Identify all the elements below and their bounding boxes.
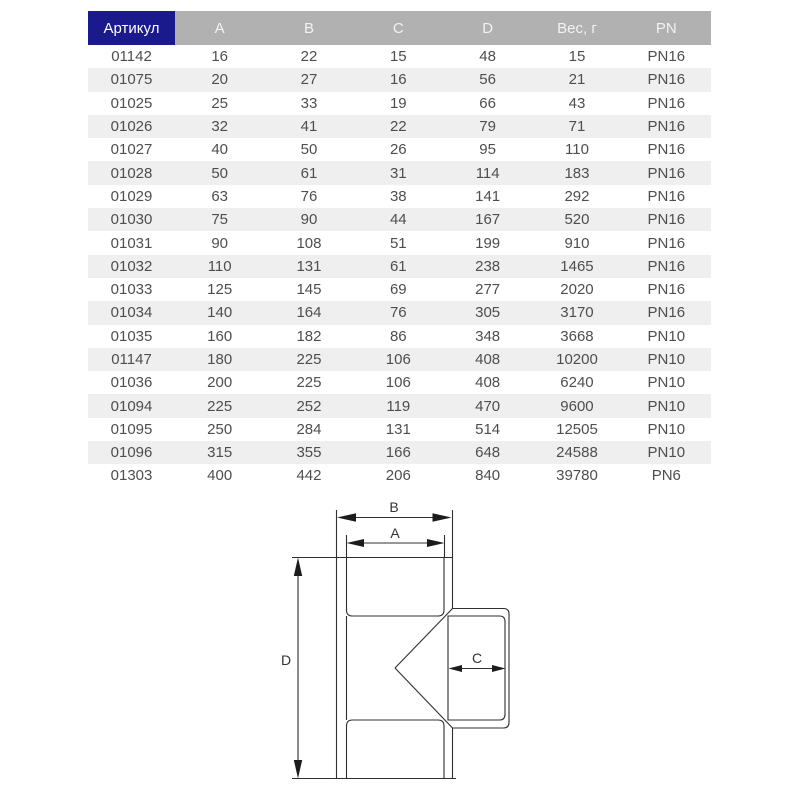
value-cell: 164	[296, 304, 322, 322]
spec-table	[88, 11, 711, 488]
value-cell: PN6	[651, 467, 681, 485]
value-cell: 199	[475, 234, 501, 252]
value-cell: 125	[207, 281, 233, 299]
value-cell: 12505	[556, 420, 598, 438]
value-cell: 27	[300, 71, 318, 89]
value-cell: 315	[207, 444, 233, 462]
value-cell: 50	[211, 164, 228, 182]
value-cell: 225	[296, 351, 322, 368]
table-row	[88, 325, 711, 348]
value-cell: PN16	[647, 71, 686, 89]
value-cell: PN10	[647, 420, 686, 438]
arrowhead-left-icon	[337, 513, 356, 522]
table-row	[88, 115, 711, 138]
arrowhead-up-icon	[294, 558, 302, 577]
article-cell: 01031	[110, 234, 153, 252]
article-cell: 01027	[110, 141, 153, 159]
table-row	[88, 161, 711, 184]
value-cell: PN16	[647, 48, 686, 66]
value-cell: PN16	[647, 141, 686, 159]
value-cell: 145	[296, 281, 322, 299]
dimension-a-label: A	[390, 525, 400, 541]
fitting-outline	[292, 510, 509, 779]
value-cell: 75	[211, 211, 228, 229]
dimension-a	[347, 525, 445, 547]
table-row	[88, 301, 711, 324]
article-cell: 01032	[110, 257, 153, 275]
value-cell: 61	[300, 164, 318, 182]
value-cell: 140	[207, 304, 233, 322]
article-cell: 01033	[110, 281, 153, 299]
article-cell: 01303	[110, 467, 153, 485]
value-cell: PN10	[647, 351, 686, 368]
value-cell: 20	[211, 71, 228, 89]
value-cell: 15	[389, 48, 407, 66]
header-row	[88, 11, 711, 45]
value-cell: 26	[389, 141, 407, 159]
arrowhead-left-icon	[347, 539, 365, 547]
value-cell: 1465	[560, 257, 594, 275]
value-cell: 40	[211, 141, 228, 159]
dimension-d-label: D	[280, 652, 292, 668]
dimension-d	[281, 558, 302, 779]
article-cell: 01035	[110, 327, 153, 345]
table-body	[88, 45, 711, 488]
value-cell: 108	[296, 234, 322, 252]
value-cell: 16	[389, 71, 407, 89]
value-cell: 284	[296, 420, 322, 438]
value-cell: 39780	[556, 467, 598, 485]
value-cell: PN10	[647, 444, 686, 462]
table-row	[88, 394, 711, 417]
value-cell: 183	[564, 164, 590, 182]
value-cell: 182	[296, 327, 322, 345]
col-header-b: B	[264, 11, 353, 45]
value-cell: 48	[479, 48, 496, 66]
value-cell: PN16	[647, 118, 686, 136]
value-cell: 66	[479, 94, 496, 112]
value-cell: 250	[207, 420, 233, 438]
value-cell: 16	[211, 48, 228, 66]
value-cell: 31	[389, 164, 407, 182]
value-cell: 141	[475, 187, 501, 205]
value-cell: PN16	[647, 187, 686, 205]
table-row	[88, 441, 711, 464]
value-cell: 21	[568, 71, 586, 89]
value-cell: 131	[385, 420, 411, 438]
article-cell: 01025	[110, 94, 153, 112]
value-cell: 160	[207, 327, 233, 345]
value-cell: 90	[211, 234, 228, 252]
value-cell: 180	[207, 351, 233, 368]
value-cell: 22	[389, 118, 407, 136]
value-cell: 63	[211, 187, 228, 205]
value-cell: 106	[385, 374, 411, 392]
value-cell: 355	[296, 444, 322, 462]
value-cell: 292	[564, 187, 590, 205]
col-header-weight: Вес, г	[532, 11, 621, 45]
value-cell: 86	[389, 327, 407, 345]
value-cell: 520	[564, 211, 590, 229]
value-cell: 6240	[560, 374, 594, 392]
value-cell: 206	[385, 467, 411, 485]
value-cell: 514	[475, 420, 501, 438]
value-cell: 76	[300, 187, 318, 205]
value-cell: 44	[389, 211, 407, 229]
value-cell: 408	[475, 351, 501, 368]
value-cell: 10200	[556, 351, 598, 368]
value-cell: 61	[389, 257, 407, 275]
col-header-a: A	[175, 11, 264, 45]
table-row	[88, 278, 711, 301]
article-cell: 01095	[110, 420, 153, 438]
article-cell: 01029	[110, 187, 153, 205]
table-row	[88, 138, 711, 161]
value-cell: 56	[479, 71, 496, 89]
table-row	[88, 255, 711, 278]
value-cell: 910	[564, 234, 590, 252]
dimension-b	[337, 499, 452, 522]
value-cell: 166	[385, 444, 411, 462]
value-cell: 131	[296, 257, 322, 275]
value-cell: 32	[211, 118, 228, 136]
table-row	[88, 185, 711, 208]
value-cell: 79	[479, 118, 496, 136]
table-row	[88, 348, 711, 371]
value-cell: 33	[300, 94, 318, 112]
value-cell: 225	[207, 397, 233, 415]
table-row	[88, 418, 711, 441]
table-row	[88, 371, 711, 394]
col-header-c: C	[354, 11, 443, 45]
value-cell: 470	[475, 397, 501, 415]
value-cell: 15	[568, 48, 586, 66]
value-cell: 114	[475, 164, 500, 182]
article-cell: 01142	[111, 48, 152, 66]
value-cell: PN16	[647, 211, 686, 229]
value-cell: 24588	[556, 444, 598, 462]
value-cell: 76	[389, 304, 407, 322]
article-cell: 01036	[110, 374, 153, 392]
article-cell: 01096	[110, 444, 153, 462]
value-cell: 38	[389, 187, 407, 205]
value-cell: 2020	[560, 281, 594, 299]
arrowhead-right-icon	[427, 539, 445, 547]
value-cell: PN10	[647, 397, 686, 415]
value-cell: 3668	[560, 327, 594, 345]
article-cell: 01026	[110, 118, 153, 136]
table-row	[88, 231, 711, 254]
value-cell: 90	[300, 211, 318, 229]
arrowhead-down-icon	[294, 760, 302, 779]
article-cell: 01034	[110, 304, 153, 322]
col-header-article: Артикул	[88, 11, 175, 45]
table-row	[88, 208, 711, 231]
value-cell: 277	[475, 281, 501, 299]
value-cell: 225	[296, 374, 322, 392]
value-cell: 110	[565, 141, 589, 159]
table-header	[88, 11, 711, 45]
value-cell: 305	[475, 304, 501, 322]
arrowhead-left-icon	[449, 665, 463, 672]
value-cell: 200	[207, 374, 233, 392]
value-cell: PN16	[647, 281, 686, 299]
value-cell: 25	[211, 94, 228, 112]
value-cell: 9600	[560, 397, 594, 415]
value-cell: 43	[568, 94, 586, 112]
value-cell: 50	[300, 141, 318, 159]
article-cell: 01028	[110, 164, 153, 182]
value-cell: 19	[389, 94, 407, 112]
value-cell: 408	[475, 374, 501, 392]
value-cell: 840	[475, 467, 501, 485]
value-cell: 69	[389, 281, 407, 299]
value-cell: 71	[568, 118, 586, 136]
table-row	[88, 45, 711, 68]
value-cell: PN16	[647, 234, 686, 252]
value-cell: 41	[300, 118, 318, 136]
value-cell: 95	[479, 141, 496, 159]
value-cell: PN10	[647, 327, 686, 345]
value-cell: 22	[300, 48, 318, 66]
value-cell: 167	[475, 211, 501, 229]
article-cell: 01075	[110, 71, 153, 89]
value-cell: 51	[389, 234, 407, 252]
arrowhead-right-icon	[433, 513, 452, 522]
article-cell: 01030	[110, 211, 153, 229]
dimension-b-label: B	[389, 499, 399, 515]
value-cell: 106	[385, 351, 411, 368]
value-cell: 119	[386, 397, 411, 415]
article-cell: 01094	[110, 397, 153, 415]
table-row	[88, 92, 711, 115]
value-cell: PN10	[647, 374, 686, 392]
table-row	[88, 464, 711, 487]
value-cell: 442	[296, 467, 322, 485]
value-cell: 348	[475, 327, 501, 345]
value-cell: 3170	[560, 304, 594, 322]
dimension-c	[449, 650, 506, 672]
value-cell: PN16	[647, 304, 686, 322]
dimension-c-label: C	[471, 650, 483, 666]
value-cell: PN16	[647, 257, 686, 275]
tee-fitting-diagram	[270, 495, 530, 795]
col-header-d: D	[443, 11, 532, 45]
value-cell: 400	[207, 467, 233, 485]
value-cell: PN16	[647, 94, 686, 112]
arrowhead-right-icon	[492, 665, 506, 672]
col-header-pn: PN	[622, 11, 711, 45]
value-cell: 252	[296, 397, 322, 415]
article-cell: 01147	[111, 351, 152, 368]
table-row	[88, 68, 711, 91]
value-cell: 110	[207, 257, 232, 275]
value-cell: 238	[475, 257, 501, 275]
value-cell: PN16	[647, 164, 686, 182]
value-cell: 648	[475, 444, 501, 462]
